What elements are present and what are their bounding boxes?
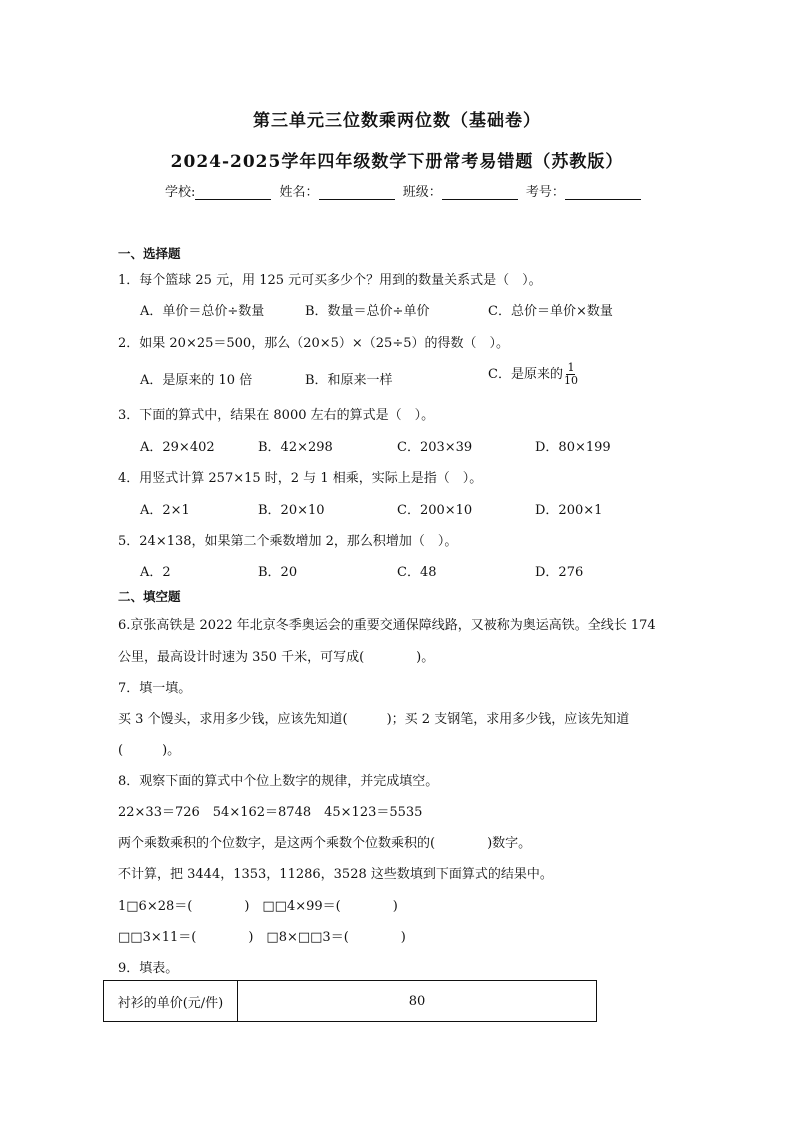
q2-option-a[interactable]: A．是原来的 10 倍 — [140, 373, 253, 388]
question-8-title: 8．观察下面的算式中个位上数字的规律，并完成填空。 — [118, 774, 439, 789]
fraction-denominator: 10 — [563, 374, 578, 387]
question-8-examples: 22×33＝726 54×162＝8748 45×123＝5535 — [118, 805, 423, 820]
table-header-cell: 衬衫的单价(元/件) — [104, 981, 238, 1022]
question-7-title: 7．填一填。 — [118, 681, 192, 696]
q3-option-b[interactable]: B．42×298 — [258, 440, 333, 455]
q5-option-a[interactable]: A．2 — [140, 565, 171, 580]
question-2: 2．如果 20×25＝500，那么（20×5）×（25÷5）的得数（ ）。 — [118, 336, 509, 351]
question-8-line2: 不计算，把 3444，1353，11286，3528 这些数填到下面算式的结果中。 — [118, 867, 553, 882]
question-8-row1: 1□6×28＝( ) □□4×99＝( ) — [118, 899, 398, 914]
question-7-line2: ( )。 — [118, 743, 181, 758]
q1-option-a[interactable]: A．单价＝总价÷数量 — [140, 304, 265, 319]
q1-option-c[interactable]: C．总价＝单价×数量 — [488, 304, 613, 319]
fraction — [564, 362, 578, 387]
q1-option-b[interactable]: B．数量＝总价÷单价 — [305, 304, 430, 319]
q4-option-b[interactable]: B．20×10 — [258, 503, 325, 518]
student-info-row — [165, 181, 645, 200]
question-9-title: 9．填表。 — [118, 961, 179, 976]
page-subtitle: 2024-2025学年四年级数学下册常考易错题（苏教版） — [170, 152, 624, 172]
question-8-row2: □□3×11＝( ) □8×□□3＝( ) — [118, 930, 406, 945]
page-title: 第三单元三位数乘两位数（基础卷） — [253, 111, 541, 131]
question-1: 1．每个篮球 25 元，用 125 元可买多少个？用到的数量关系式是（ ）。 — [118, 273, 542, 288]
section-heading-choice: 一、选择题 — [118, 246, 181, 261]
fraction-numerator: 1 — [567, 361, 575, 374]
q4-option-c[interactable]: C．200×10 — [397, 503, 473, 518]
q2-option-b[interactable]: B．和原来一样 — [305, 373, 393, 388]
q4-option-a[interactable]: A．2×1 — [140, 503, 190, 518]
question-3: 3．下面的算式中，结果在 8000 左右的算式是（ ）。 — [118, 408, 435, 423]
q3-option-a[interactable]: A．29×402 — [140, 440, 215, 455]
school-label: 学校: — [165, 185, 196, 200]
question-8-line1: 两个乘数乘积的个位数字，是这两个乘数个位数乘积的( )数字。 — [118, 836, 532, 851]
name-blank[interactable] — [319, 186, 395, 200]
section-heading-fill: 二、填空题 — [118, 589, 181, 604]
question-6-line1: 6.京张高铁是 2022 年北京冬季奥运会的重要交通保障线路，又被称为奥运高铁。全线长 174 — [118, 618, 656, 633]
q2-option-c-label: C．是原来的 — [488, 367, 563, 382]
question-5: 5．24×138，如果第二个乘数增加 2，那么积增加（ ）。 — [118, 534, 458, 549]
exam-number-blank[interactable] — [565, 186, 641, 200]
class-label: 班级： — [402, 185, 442, 200]
exam-number-label: 考号： — [525, 185, 565, 200]
school-blank[interactable] — [195, 186, 271, 200]
fill-table — [103, 980, 597, 1022]
name-label: 姓名： — [279, 185, 319, 200]
q5-option-c[interactable]: C．48 — [397, 565, 437, 580]
question-6-line2: 公里，最高设计时速为 350 千米，可写成( )。 — [118, 650, 435, 665]
q5-option-b[interactable]: B．20 — [258, 565, 298, 580]
table-row — [104, 981, 597, 1022]
table-value-cell: 80 — [238, 981, 597, 1022]
question-4: 4．用竖式计算 257×15 时，2 与 1 相乘，实际上是指（ ）。 — [118, 471, 483, 486]
class-blank[interactable] — [442, 186, 518, 200]
question-7-line1: 买 3 个馒头，求用多少钱，应该先知道( )；买 2 支钢笔，求用多少钱，应该先知道 — [118, 712, 630, 727]
q3-option-d[interactable]: D．80×199 — [535, 440, 611, 455]
q4-option-d[interactable]: D．200×1 — [535, 503, 603, 518]
q5-option-d[interactable]: D．276 — [535, 565, 584, 580]
q3-option-c[interactable]: C．203×39 — [397, 440, 473, 455]
q2-option-c[interactable] — [488, 362, 578, 387]
